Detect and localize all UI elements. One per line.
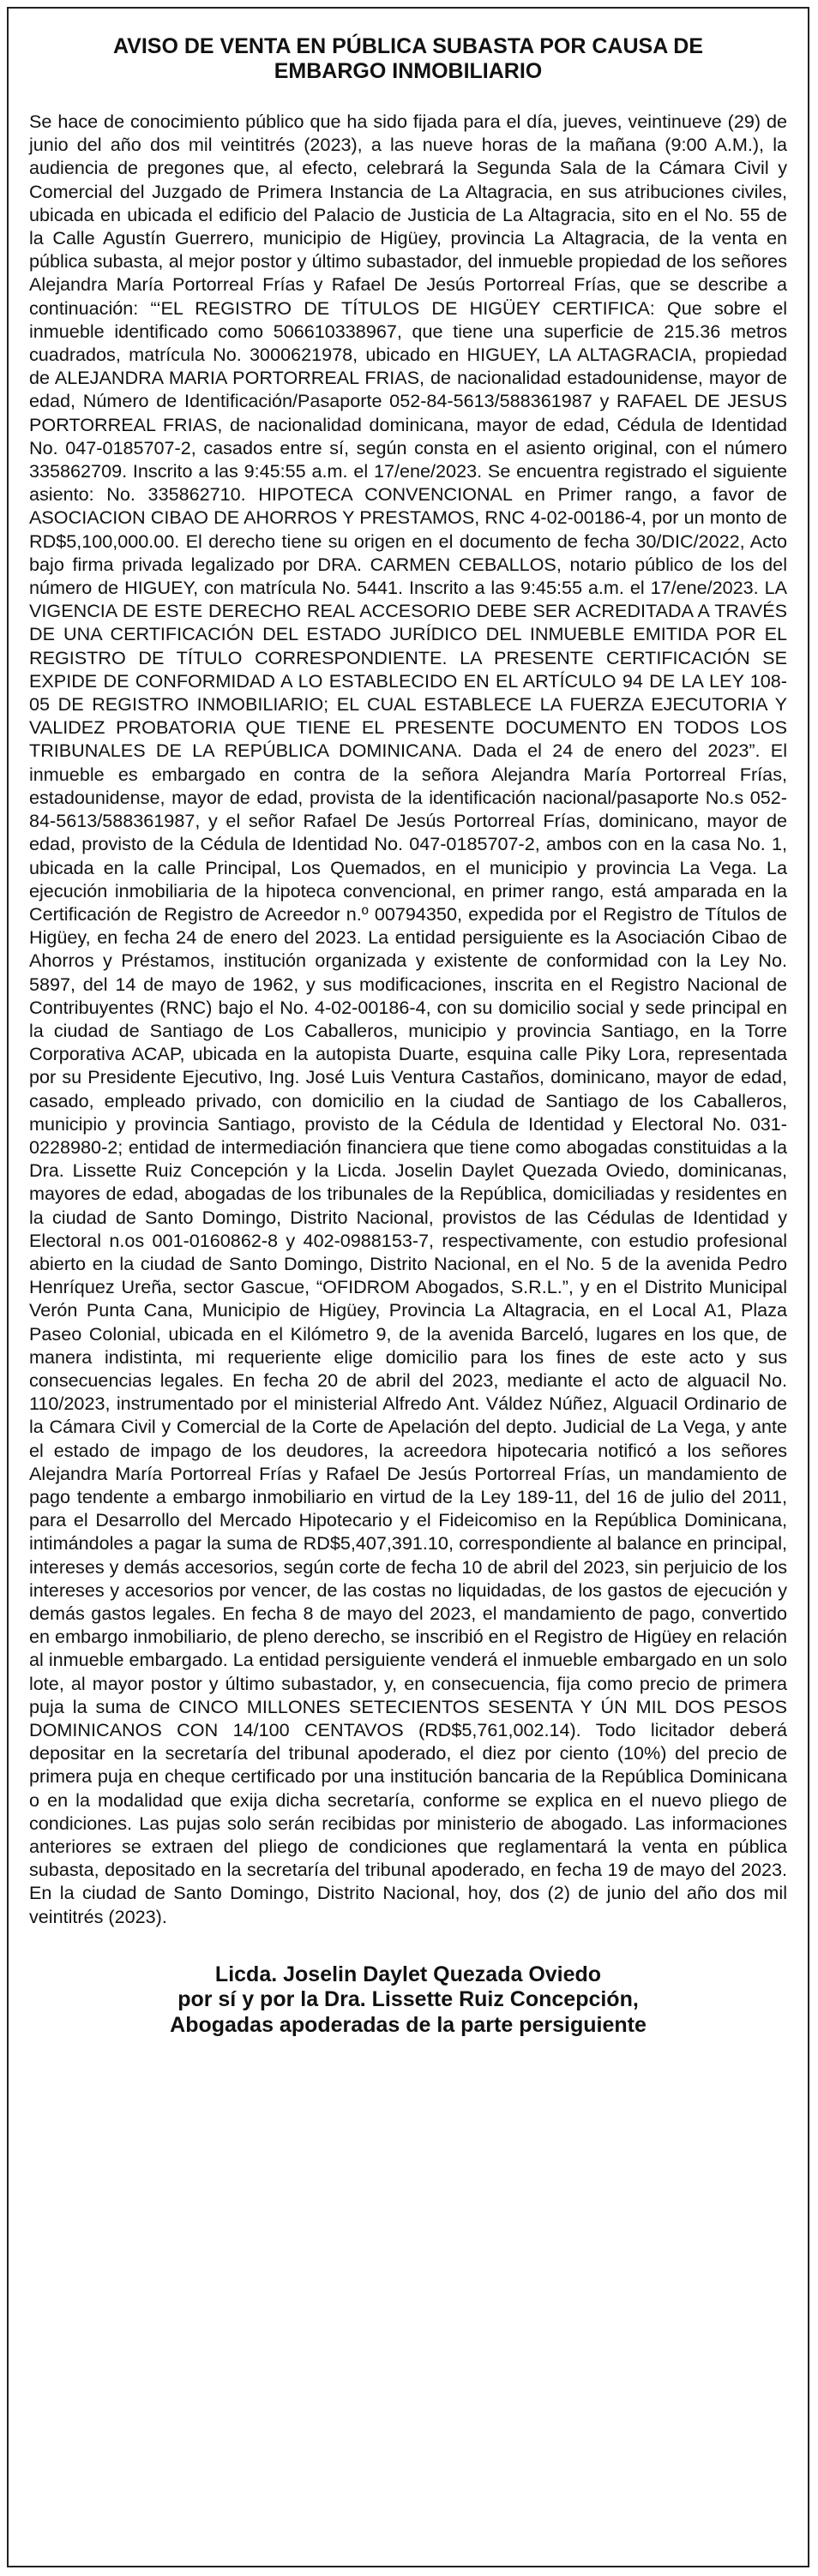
notice-title: [29, 34, 787, 84]
signature-block: [29, 1962, 787, 2039]
notice-body: Se hace de conocimiento público que ha sido fijada para el día, jueves, veintinueve (29) de junio del año dos mil veintitrés (2023), a las nueve horas de la mañana (9:00 A.M.), la audiencia de pregones que, al efecto, celebrará la Segunda Sala de la Cámara Civil y Comercial del Juzgado de Primera Instancia de La Altagracia, en sus atribuciones civiles, ubicada en ubicada el edificio del Palacio de Justicia de La Altagracia, sito en el No. 55 de la Calle Agustín Guerrero, municipio de Higüey, provincia La Altagracia, de la venta en pública subasta, al mejor postor y último subastador, del inmueble propiedad de los señores Alejandra María Portorreal Frías y Rafael De Jesús Portorreal Frías, que se describe a continuación: “‘EL REGISTRO DE TÍTULOS DE HIGÜEY CERTIFICA: Que sobre el inmueble identificado como 506610338967, que tiene una superficie de 215.36 metros cuadrados, matrícula No. 3000621978, ubicado en HIGUEY, LA ALTAGRACIA, propiedad de ALEJANDRA MARIA PORTORREAL FRIAS, de nacionalidad estadounidense, mayor de edad, Número de Identificación/Pasaporte 052-84-5613/588361987 y RAFAEL DE JESUS PORTORREAL FRIAS, de nacionalidad dominicana, mayor de edad, Cédula de Identidad No. 047-0185707-2, casados entre sí, según consta en el asiento original, con el número 335862709. Inscrito a las 9:45:55 a.m. el 17/ene/2023. Se encuentra registrado el siguiente asiento: No. 335862710. HIPOTECA CONVENCIONAL en Primer rango, a favor de ASOCIACION CIBAO DE AHORROS Y PRESTAMOS, RNC 4-02-00186-4, por un monto de RD$5,100,000.00. El derecho tiene su origen en el documento de fecha 30/DIC/2022, Acto bajo firma privada legalizado por DRA. CARMEN CEBALLOS, notario público de los del número de HIGUEY, con matrícula No. 5441. Inscrito a las 9:45:55 a.m. el 17/ene/2023. LA VIGENCIA DE ESTE DERECHO REAL ACCESORIO DEBE SER ACREDITADA A TRAVÉS DE UNA CERTIFICACIÓN DEL ESTADO JURÍDICO DEL INMUEBLE EMITIDA POR EL REGISTRO DE TÍTULO CORRESPONDIENTE. LA PRESENTE CERTIFICACIÓN SE EXPIDE DE CONFORMIDAD A LO ESTABLECIDO EN EL ARTÍCULO 94 DE LA LEY 108-05 DE REGISTRO INMOBILIARIO; EL CUAL ESTABLECE LA FUERZA EJECUTORIA Y VALIDEZ PROBATORIA QUE TIENE EL PRESENTE DOCUMENTO EN TODOS LOS TRIBUNALES DE LA REPÚBLICA DOMINICANA. Dada el 24 de enero del 2023”. El inmueble es embargado en contra de la señora Alejandra María Portorreal Frías, estadounidense, mayor de edad, provista de la identificación nacional/pasaporte No.s 052-84-5613/588361987, y el señor Rafael De Jesús Portorreal Frías, dominicano, mayor de edad, provisto de la Cédula de Identidad No. 047-0185707-2, ambos con en la casa No. 1, ubicada en la calle Principal, Los Quemados, en el municipio y provincia La Vega. La ejecución inmobiliaria de la hipoteca convencional, en primer rango, está amparada en la Certificación de Registro de Acreedor n.º 00794350, expedida por el Registro de Títulos de Higüey, en fecha 24 de enero del 2023. La entidad persiguiente es la Asociación Cibao de Ahorros y Préstamos, institución organizada y existente de conformidad con la Ley No. 5897, del 14 de mayo de 1962, y sus modificaciones, inscrita en el Registro Nacional de Contribuyentes (RNC) bajo el No. 4-02-00186-4, con su domicilio social y sede principal en la ciudad de Santiago de Los Caballeros, municipio y provincia Santiago, en la Torre Corporativa ACAP, ubicada en la autopista Duarte, esquina calle Piky Lora, representada por su Presidente Ejecutivo, Ing. José Luis Ventura Castaños, dominicano, mayor de edad, casado, empleado privado, con domicilio en la ciudad de Santiago de los Caballeros, municipio y provincia Santiago, provisto de la Cédula de Identidad y Electoral No. 031-0228980-2; entidad de intermediación financiera que tiene como abogadas constituidas a la Dra. Lissette Ruiz Concepción y la Licda. Joselin Daylet Quezada Oviedo, dominicanas, mayores de edad, abogadas de los tribunales de la República, domiciliadas y residentes en la ciudad de Santo Domingo, Distrito Nacional, provistos de las Cédulas de Identidad y Electoral n.os 001-0160862-8 y 402-0988153-7, respectivamente, con estudio profesional abierto en la ciudad de Santo Domingo, Distrito Nacional, en el No. 5 de la avenida Pedro Henríquez Ureña, sector Gascue, “OFIDROM Abogados, S.R.L.”, y en el Distrito Municipal Verón Punta Cana, Municipio de Higüey, Provincia La Altagracia, en el Local A1, Plaza Paseo Colonial, ubicada en el Kilómetro 9, de la avenida Barceló, lugares en los que, de manera indistinta, mi requeriente elige domicilio para los fines de este acto y sus consecuencias legales. En fecha 20 de abril del 2023, mediante el acto de alguacil No. 110/2023, instrumentado por el ministerial Alfredo Ant. Váldez Núñez, Alguacil Ordinario de la Cámara Civil y Comercial de la Corte de Apelación del depto. Judicial de La Vega, y ante el estado de impago de los deudores, la acreedora hipotecaria notificó a los señores Alejandra María Portorreal Frías y Rafael De Jesús Portorreal Frías, un mandamiento de pago tendente a embargo inmobiliario en virtud de la Ley 189-11, del 16 de julio del 2011, para el Desarrollo del Mercado Hipotecario y el Fideicomiso en la República Dominicana, intimándoles a pagar la suma de RD$5,407,391.10, correspondiente al balance en principal, intereses y demás accesorios, según corte de fecha 10 de abril del 2023, sin perjuicio de los intereses y accesorios por vencer, de las costas no liquidadas, de los gastos de ejecución y demás gastos legales. En fecha 8 de mayo del 2023, el mandamiento de pago, convertido en embargo inmobiliario, de pleno derecho, se inscribió en el Registro de Higüey en relación al inmueble embargado. La entidad persiguiente venderá el inmueble embargado en un solo lote, al mayor postor y último subastador, y, en consecuencia, fija como precio de primera puja la suma de CINCO MILLONES SETECIENTOS SESENTA Y ÚN MIL DOS PESOS DOMINICANOS CON 14/100 CENTAVOS (RD$5,761,002.14). Todo licitador deberá depositar en la secretaría del tribunal apoderado, el diez por ciento (10%) del precio de primera puja en cheque certificado por una institución bancaria de la República Dominicana o en la modalidad que exija dicha secretaría, conforme se explica en el nuevo pliego de condiciones. Las pujas solo serán recibidas por ministerio de abogado. Las informaciones anteriores se extraen del pliego de condiciones que reglamentará la venta en pública subasta, depositado en la secretaría del tribunal apoderado, en fecha 19 de mayo del 2023. En la ciudad de Santo Domingo, Distrito Nacional, hoy, dos (2) de junio del año dos mil veintitrés (2023).: [29, 111, 787, 1927]
signature-name: Licda. Joselin Daylet Quezada Oviedo: [214, 1962, 602, 1986]
legal-notice: [7, 7, 809, 2567]
signature-role: Abogadas apoderadas de la parte persiguiente: [170, 2012, 647, 2037]
notice-title-line-2: EMBARGO INMOBILIARIO: [274, 59, 543, 83]
notice-title-line-1: AVISO DE VENTA EN PÚBLICA SUBASTA POR CAUSA DE: [112, 34, 703, 58]
signature-on-behalf: por sí y por la Dra. Lissette Ruiz Concepción,: [177, 1987, 639, 2012]
